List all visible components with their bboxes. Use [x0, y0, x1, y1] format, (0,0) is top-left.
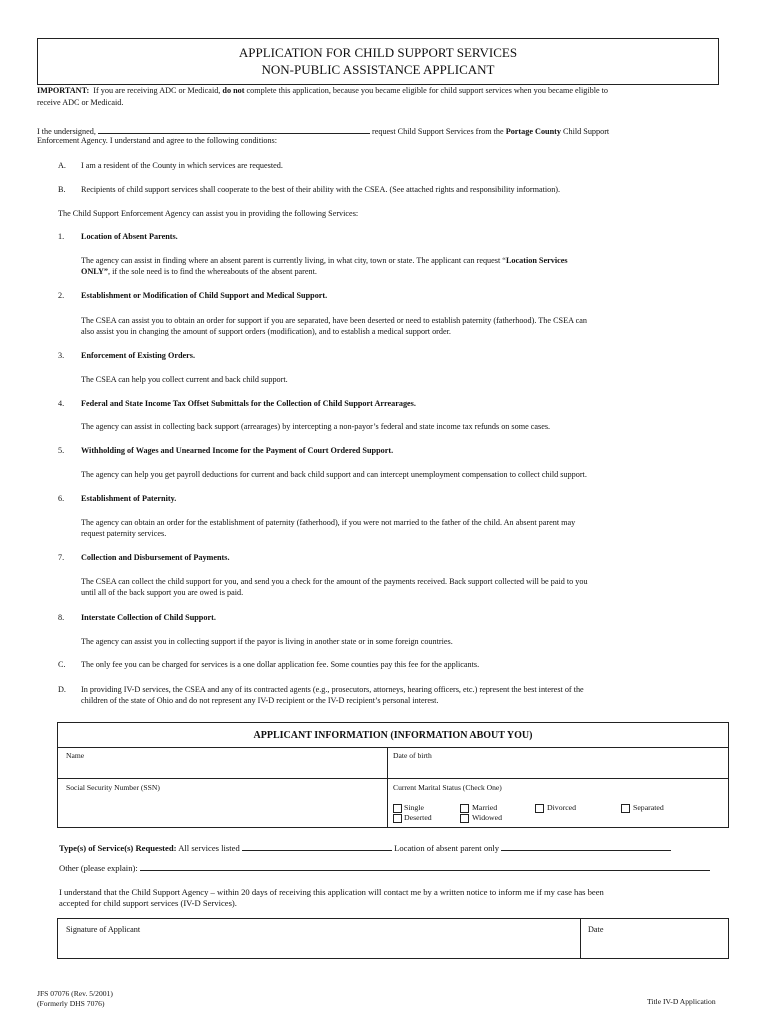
married-checkbox[interactable]	[460, 804, 469, 813]
intro-prefix: I the undersigned,	[37, 127, 96, 136]
notice-line1: I understand that the Child Support Agency – within 20 days of receiving this application will contact me by a written notice to inform me if my case has been	[59, 887, 604, 897]
service-4-line1: The agency can assist in collecting back support (arrearages) by intercepting a non-payor’s federal and state income tax refunds on some cases.	[81, 422, 551, 431]
service-6-number: 6.	[58, 494, 65, 503]
service-1-line1a: The agency can assist in finding where an absent parent is currently living, in what city, town or state. The applicant can request “	[81, 256, 506, 265]
ssn-field[interactable]: Social Security Number (SSN)	[66, 783, 160, 792]
service-7-number: 7.	[58, 553, 65, 562]
service-3-number: 3.	[58, 351, 65, 360]
service-1-line2b: , if the sole need is to find the whereabouts of the absent parent.	[108, 267, 317, 276]
services-intro: The Child Support Enforcement Agency can assist you in providing the following Services:	[58, 209, 359, 218]
service-3-line1: The CSEA can help you collect current and back child support.	[81, 375, 288, 384]
condition-b-marker: B.	[58, 185, 66, 194]
intro-line2: Enforcement Agency. I understand and agree to the following conditions:	[37, 136, 278, 145]
service-4-heading: Federal and State Income Tax Offset Submittals for the Collection of Child Support Arrearages.	[81, 399, 416, 408]
closing-c-text: The only fee you can be charged for services is a one dollar application fee. Some counties pay this fee for the applicants.	[81, 660, 480, 669]
service-8-number: 8.	[58, 613, 65, 622]
deserted-checkbox[interactable]	[393, 814, 402, 823]
service-2-line2: also assist you in changing the amount of support orders (modification), and to establish a medical support order.	[81, 327, 451, 336]
important-bold: do not	[222, 86, 245, 95]
location-only-blank[interactable]	[501, 842, 671, 851]
service-5-number: 5.	[58, 446, 65, 455]
service-6-line1: The agency can obtain an order for the establishment of paternity (fatherhood), if you were not married to the father of the child. An absent parent may	[81, 518, 576, 527]
intro-middle: request Child Support Services from the	[371, 127, 504, 136]
service-1-line2	[81, 266, 317, 278]
service-7-heading: Collection and Disbursement of Payments.	[81, 553, 230, 562]
service-1-heading: Location of Absent Parents.	[81, 232, 178, 241]
closing-d-line2: children of the state of Ohio and do not represent any IV-D recipient or the IV-D recipient’s personal interest.	[81, 696, 439, 705]
widowed-label: Widowed	[472, 813, 502, 822]
married-label: Married	[472, 803, 498, 812]
condition-b-text: Recipients of child support services shall cooperate to the best of their ability with the CSEA. (See attached rights and responsibility information).	[81, 185, 561, 194]
service-2-heading: Establishment or Modification of Child Support and Medical Support.	[81, 291, 328, 300]
service-5-line1: The agency can help you get payroll deductions for current and back child support and can intercept unemployment compensation to collect child support.	[81, 470, 587, 479]
deserted-label: Deserted	[404, 813, 432, 822]
widowed-checkbox[interactable]	[460, 814, 469, 823]
service-8-line1: The agency can assist you in collecting support if the payor is living in another state or in some foreign countries.	[81, 637, 453, 646]
marital-status-label: Current Marital Status (Check One)	[393, 783, 502, 792]
closing-c-marker: C.	[58, 660, 66, 669]
other-explain-blank[interactable]	[140, 862, 710, 871]
separated-label: Separated	[633, 803, 664, 812]
county-name: Portage County	[505, 127, 561, 136]
all-services-blank[interactable]	[242, 842, 392, 851]
applicant-info-table	[57, 722, 729, 828]
important-label: IMPORTANT:	[37, 86, 90, 95]
footer-title: Title IV-D Application	[647, 997, 716, 1006]
closing-d-marker: D.	[58, 685, 66, 694]
dob-field[interactable]: Date of birth	[393, 751, 432, 760]
service-1-line1	[81, 255, 721, 267]
single-label: Single	[404, 803, 424, 812]
important-text-a: If you are receiving ADC or Medicaid,	[93, 86, 221, 95]
service-1-number: 1.	[58, 232, 65, 241]
applicant-name-blank[interactable]	[98, 125, 370, 134]
other-label: Other (please explain):	[59, 863, 138, 873]
service-8-heading: Interstate Collection of Child Support.	[81, 613, 216, 622]
service-7-line2: until all of the back support you are owed is paid.	[81, 588, 244, 597]
form-title: APPLICATION FOR CHILD SUPPORT SERVICES	[238, 45, 518, 60]
all-services-label: All services listed	[178, 843, 240, 853]
service-7-line1: The CSEA can collect the child support for you, and send you a check for the amount of the payments received. Back support collected will be paid to you	[81, 577, 588, 586]
separated-checkbox[interactable]	[621, 804, 630, 813]
name-field[interactable]: Name	[66, 751, 85, 760]
condition-a-marker: A.	[58, 161, 66, 170]
important-line2: receive ADC or Medicaid.	[37, 98, 124, 107]
signature-box	[57, 918, 729, 959]
date-field[interactable]: Date	[588, 925, 604, 934]
location-only-label: Location of absent parent only	[394, 843, 500, 853]
form-id: JFS 07076 (Rev. 5/2001)	[37, 989, 113, 998]
form-subtitle: NON-PUBLIC ASSISTANCE APPLICANT	[261, 62, 495, 77]
service-4-number: 4.	[58, 399, 65, 408]
important-text-b: complete this application, because you became eligible for child support services when you became eligible to	[246, 86, 609, 95]
intro-suffix: Child Support	[563, 127, 610, 136]
other-line	[59, 862, 710, 875]
service-2-number: 2.	[58, 291, 65, 300]
service-6-heading: Establishment of Paternity.	[81, 494, 177, 503]
services-requested-label: Type(s) of Service(s) Requested:	[59, 843, 177, 853]
service-1-line1b: Location Services	[505, 256, 568, 265]
service-2-line1: The CSEA can assist you to obtain an order for support if you are separated, have been deserted or need to establish paternity (fatherhood). The CSEA can	[81, 316, 587, 325]
service-1-line2a: ONLY”	[81, 267, 108, 276]
applicant-info-header: APPLICANT INFORMATION (INFORMATION ABOUT YOU)	[253, 730, 533, 741]
closing-d-line1: In providing IV-D services, the CSEA and any of its contracted agents (e.g., prosecutors, attorneys, hearing officers, etc.) represent the best interest of the	[81, 685, 584, 694]
notice-line2: accepted for child support services (IV-D Services).	[59, 898, 237, 908]
service-5-heading: Withholding of Wages and Unearned Income for the Payment of Court Ordered Support.	[81, 446, 394, 455]
signature-field[interactable]: Signature of Applicant	[66, 925, 141, 934]
form-title-box	[37, 38, 719, 85]
formerly-id: (Formerly DHS 7076)	[37, 999, 105, 1008]
condition-a-text: I am a resident of the County in which services are requested.	[81, 161, 283, 170]
important-notice	[37, 85, 727, 97]
services-requested-line	[59, 842, 671, 855]
divorced-checkbox[interactable]	[535, 804, 544, 813]
service-6-line2: request paternity services.	[81, 529, 167, 538]
divorced-label: Divorced	[547, 803, 577, 812]
service-3-heading: Enforcement of Existing Orders.	[81, 351, 196, 360]
single-checkbox[interactable]	[393, 804, 402, 813]
